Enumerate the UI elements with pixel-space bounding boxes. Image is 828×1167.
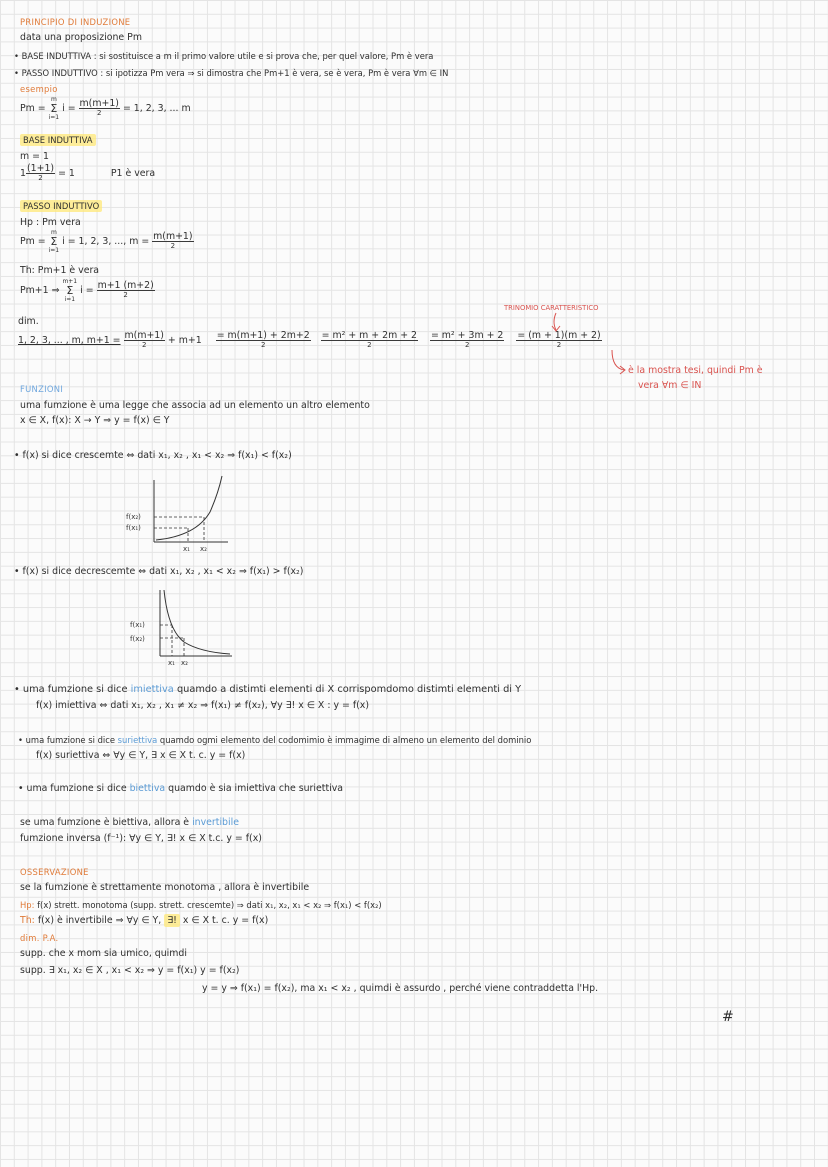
dim-f2-num: = m(m+1) + 2m+2 xyxy=(216,330,310,341)
iniettiva-formula: f(x) imiettiva ⇔ dati x₁, x₂ , x₁ ≠ x₂ ⇒ f(x₁) ≠ f(x₂), ∀y ∃! x ∈ X : y = f(x) xyxy=(36,700,369,711)
decrescente-def: • f(x) si dice decrescemte ⇔ dati x₁, x₂ , x₁ < x₂ ⇒ f(x₁) > f(x₂) xyxy=(14,566,304,577)
graph-decreasing xyxy=(128,584,240,670)
th-den: 2 xyxy=(123,291,128,299)
passo-induttivo-bullet: • PASSO INDUTTIVO : si ipotizza Pm vera ⇒ si dimostra che Pm+1 è vera, se è vera, Pm è vera ∀m ∈ IN xyxy=(14,68,449,78)
iniettiva-post: quamdo a distimti elementi di X corrispomdomo distimti elementi di Y xyxy=(176,684,522,695)
hp-i: i = 1, 2, 3, ..., m = xyxy=(62,236,150,247)
biettiva-pre: • uma fumzione si dice xyxy=(18,783,127,794)
th-sum-symbol: m+1 Σ i=1 xyxy=(62,278,78,303)
supp-line-1: supp. che x mom sia umico, quimdi xyxy=(20,948,187,959)
th-num: m+1 (m+2) xyxy=(97,280,154,291)
graph-dec-curve xyxy=(164,590,230,654)
trinomio-label: TRINOMIO CARATTERISTICO xyxy=(504,304,599,312)
funzione-inversa: fumzione inversa (f⁻¹): ∀y ∈ Y, ∃! x ∈ X t.c. y = f(x) xyxy=(20,833,262,844)
iniettiva-pre: • uma fumzione si dice xyxy=(14,684,128,695)
sum-symbol: m Σ i=1 xyxy=(48,96,60,121)
end-proof-mark: # xyxy=(722,1009,734,1025)
inv-pre: se uma fumzione è biettiva, allora è xyxy=(20,817,190,828)
graph-inc-label-x1: x₁ xyxy=(183,545,190,553)
intro-text: data una proposizione Pm xyxy=(20,32,142,43)
base-den: 2 xyxy=(38,174,43,182)
hp-text: f(x) strett. monotoma (supp. strett. crescemte) ⇒ dati x₁, x₂, x₁ < x₂ ⇒ f(x₁) < f(x₂) xyxy=(37,900,382,910)
th-line: Th: Pm+1 è vera xyxy=(20,265,100,276)
hp-sum-bottom: i=1 xyxy=(48,247,60,254)
dim-f1-num: m(m+1) xyxy=(124,330,164,341)
hp-sum-symbol: m Σ i=1 xyxy=(48,229,60,254)
section-title-osservazione: OSSERVAZIONE xyxy=(20,867,89,877)
dim-f3-num: = m² + m + 2m + 2 xyxy=(321,330,417,341)
graph-dec-label-x2: x₂ xyxy=(181,659,188,667)
osservazione-hp xyxy=(20,899,382,911)
base-induttiva-bullet: • BASE INDUTTIVA : si sostituisce a m il primo valore utile e si prova che, per quel valore, Pm è vera xyxy=(14,51,434,61)
th-sum-top: m+1 xyxy=(62,278,78,285)
dim-f4-den: 2 xyxy=(464,341,470,349)
supp-line-2: supp. ∃ x₁, x₂ ∈ X , x₁ < x₂ ⇒ y = f(x₁) y = f(x₂) xyxy=(20,965,240,976)
base-pre: 1 xyxy=(20,168,26,179)
section-title-induzione: PRINCIPIO DI INDUZIONE xyxy=(20,17,131,27)
funzioni-def-2: x ∈ X, f(x): X → Y ⇒ y = f(x) ∈ Y xyxy=(20,415,170,426)
base-p1: P1 è vera xyxy=(110,168,156,179)
sum-bottom: i=1 xyxy=(48,114,60,121)
inv-word: invertibile xyxy=(192,817,239,828)
suriettiva-def xyxy=(18,734,531,746)
th-pm1: Pm+1 ⇒ xyxy=(20,285,60,296)
dim-f5-den: 2 xyxy=(556,341,562,349)
passo-label-text: PASSO INDUTTIVO xyxy=(20,200,102,212)
crescente-def: • f(x) si dice crescemte ⇔ dati x₁, x₂ , x₁ < x₂ ⇒ f(x₁) < f(x₂) xyxy=(14,450,292,461)
graph-inc-label-fx1: f(x₁) xyxy=(126,524,141,532)
trinomio-arrowhead xyxy=(552,326,560,331)
base-label-text: BASE INDUTTIVA xyxy=(20,134,96,146)
graph-dec-label-x1: x₁ xyxy=(168,659,175,667)
invertibile-def xyxy=(20,817,239,829)
suriettiva-post: quamdo ogmi elemento del codomimio è immagime di almeno un elemento del dominio xyxy=(159,735,532,745)
graph-dec-label-fx1: f(x₁) xyxy=(130,621,145,629)
conclusion-arrow xyxy=(612,350,624,370)
funzioni-def-1: uma fumzione è uma legge che associa ad un elemento un altro elemento xyxy=(20,400,370,411)
graph-inc-label-x2: x₂ xyxy=(200,545,207,553)
pm-rest: = 1, 2, 3, ... m xyxy=(122,103,191,114)
pm-i: i = xyxy=(62,103,76,114)
suriettiva-formula: f(x) suriettiva ⇔ ∀y ∈ Y, ∃ x ∈ X t. c. y = f(x) xyxy=(36,750,246,761)
th-label: Th: xyxy=(20,915,35,926)
th-i: i = xyxy=(80,285,94,296)
base-eq: = 1 xyxy=(58,168,75,179)
dim-label: dim. xyxy=(18,316,39,327)
graph-inc-curve xyxy=(156,476,222,540)
trinomio-arrow xyxy=(554,313,556,330)
th-exists: ∃! xyxy=(164,914,180,927)
dim-f5-num: = (m + 1)(m + 2) xyxy=(517,330,601,341)
graph-dec-label-fx2: f(x₂) xyxy=(130,635,145,643)
section-title-funzioni: FUNZIONI xyxy=(20,384,64,394)
supp-line-3: y = y ⇒ f(x₁) = f(x₂), ma x₁ < x₂ , quimdi è assurdo , perché viene contraddetta l'Hp. xyxy=(202,983,599,994)
dim-pa-label: dim. P.A. xyxy=(20,933,59,943)
suriettiva-word: suriettiva xyxy=(117,735,158,745)
hp-sum-top: m xyxy=(50,229,57,236)
pm-lhs: Pm = xyxy=(20,103,46,114)
biettiva-def xyxy=(18,783,343,795)
dim-f3-den: 2 xyxy=(367,341,372,349)
sum-top: m xyxy=(50,96,57,103)
annotation-arrows xyxy=(0,0,828,420)
th-text-pre: f(x) è invertibile ⇒ ∀y ∈ Y, xyxy=(37,915,162,926)
th-text-post: x ∈ X t. c. y = f(x) xyxy=(182,915,269,926)
biettiva-word: biettiva xyxy=(129,783,166,794)
graph-increasing xyxy=(124,470,234,554)
pm-den: 2 xyxy=(97,109,102,117)
base-m: m = 1 xyxy=(20,151,49,162)
hp-num: m(m+1) xyxy=(153,231,193,242)
hp-pm: Pm = xyxy=(20,236,46,247)
suriettiva-pre: • uma fumzione si dice xyxy=(18,735,115,745)
base-num: (1+1) xyxy=(26,163,55,174)
hp-den: 2 xyxy=(170,242,176,250)
dim-f4-num: = m² + 3m + 2 xyxy=(430,330,504,341)
dim-f1-den: 2 xyxy=(142,341,147,349)
hp-label: Hp: xyxy=(20,900,35,910)
pm-num: m(m+1) xyxy=(79,98,119,109)
hp-line: Hp : Pm vera xyxy=(20,217,81,228)
th-sum-bottom: i=1 xyxy=(64,296,76,303)
iniettiva-def xyxy=(14,684,521,696)
osservazione-th xyxy=(20,915,268,927)
esempio-label: esempio xyxy=(20,84,58,94)
graph-inc-label-fx2: f(x₂) xyxy=(126,513,141,521)
iniettiva-word: imiettiva xyxy=(130,684,174,695)
dim-plus: + m+1 xyxy=(167,335,202,346)
dim-seq: 1, 2, 3, ... , m, m+1 = xyxy=(18,335,121,346)
osservazione-line-1: se la fumzione è strettamente monotoma , allora è invertibile xyxy=(20,882,310,893)
conclusione-2: vera ∀m ∈ IN xyxy=(638,380,702,391)
biettiva-post: quamdo è sia imiettiva che suriettiva xyxy=(168,783,344,794)
dim-f2-den: 2 xyxy=(260,341,266,349)
conclusione-1: è la mostra tesi, quindi Pm è xyxy=(628,365,763,376)
